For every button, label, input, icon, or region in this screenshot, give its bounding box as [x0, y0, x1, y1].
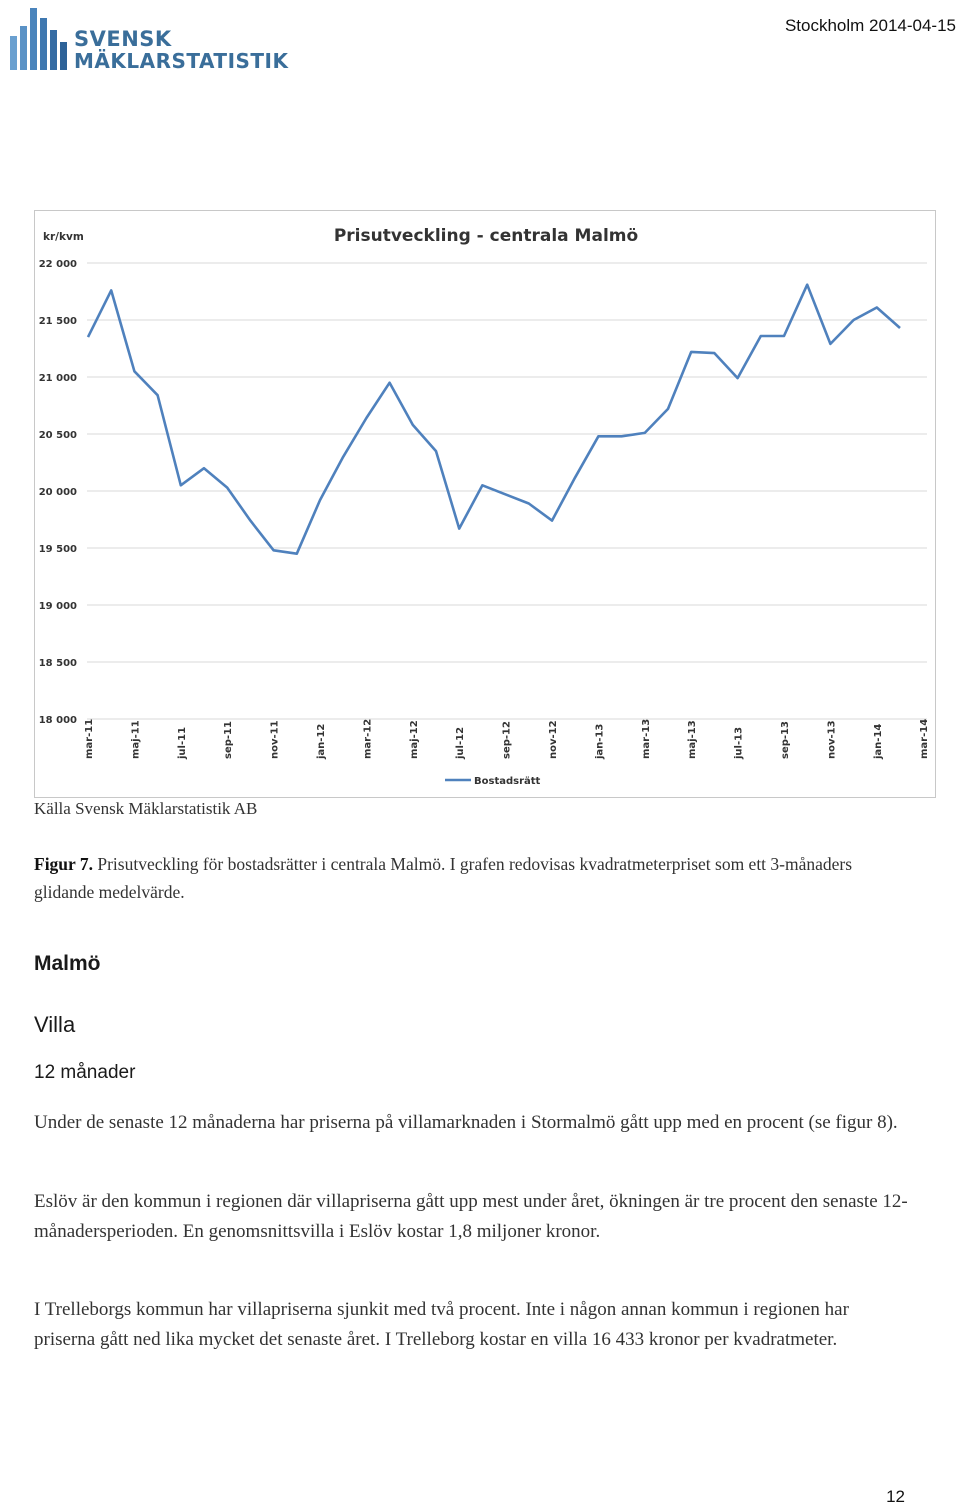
x-tick-label: mar-14 — [919, 719, 930, 759]
x-tick-label: jul-12 — [455, 727, 466, 760]
x-tick-label: mar-13 — [641, 719, 652, 759]
paragraph-1: Under de senaste 12 månaderna har priserna på villamarknaden i Stormalmö gått upp med en procent (se figur 8). — [34, 1108, 914, 1138]
logo-bars-icon — [8, 6, 70, 72]
y-tick-label: 20 000 — [39, 487, 77, 498]
y-tick-label: 19 500 — [39, 544, 77, 555]
x-tick-label: sep-11 — [223, 721, 234, 759]
x-tick-label: sep-12 — [502, 721, 513, 759]
legend-label: Bostadsrätt — [474, 776, 541, 787]
x-tick-label: jul-13 — [734, 727, 745, 760]
header-date: Stockholm 2014-04-15 — [785, 16, 956, 36]
y-tick-label: 21 500 — [39, 316, 77, 327]
y-tick-label: 18 000 — [39, 715, 77, 726]
logo-text — [74, 28, 289, 72]
x-tick-label: jan-14 — [873, 724, 884, 760]
x-tick-label: maj-11 — [130, 720, 141, 759]
page-number: 12 — [886, 1487, 905, 1507]
chart-title: Prisutveckling - centrala Malmö — [334, 226, 638, 246]
logo-line1: SVENSK — [74, 28, 289, 50]
x-tick-label: nov-11 — [270, 720, 281, 759]
x-tick-label: jan-13 — [594, 724, 605, 760]
x-tick-label: jan-12 — [316, 724, 327, 760]
y-tick-label: 22 000 — [39, 259, 77, 270]
x-tick-label: jul-11 — [177, 727, 188, 760]
figure-caption — [34, 850, 914, 906]
figure-label: Figur 7. — [34, 854, 93, 874]
x-tick-label: mar-11 — [84, 719, 95, 759]
y-tick-label: 20 500 — [39, 430, 77, 441]
x-tick-label: maj-12 — [409, 720, 420, 759]
x-tick-label: nov-13 — [826, 720, 837, 759]
paragraph-3: I Trelleborgs kommun har villapriserna sjunkit med två procent. Inte i någon annan kommun i regionen har priserna gått ned lika mycket det senaste året. I Trelleborg kostar en villa 16 433 kronor per kvadratmeter. — [34, 1295, 914, 1355]
y-tick-label: 21 000 — [39, 373, 77, 384]
price-chart-svg — [35, 211, 937, 799]
x-tick-label: maj-13 — [687, 720, 698, 759]
figure-caption-text: Prisutveckling för bostadsrätter i centrala Malmö. I grafen redovisas kvadratmeterpriset som ett 3-månaders glidande medelvärde. — [34, 854, 852, 902]
logo — [8, 6, 288, 72]
y-tick-label: 19 000 — [39, 601, 77, 612]
section-title: Malmö — [34, 952, 101, 976]
section-subtitle: Villa — [34, 1012, 75, 1038]
logo-line2: MÄKLARSTATISTIK — [74, 50, 289, 72]
series-line-bostadsratt — [88, 285, 900, 554]
chart-source: Källa Svensk Mäklarstatistik AB — [34, 799, 257, 819]
y-axis-label: kr/kvm — [43, 231, 84, 243]
section-subsubtitle: 12 månader — [34, 1062, 135, 1084]
x-tick-label: nov-12 — [548, 720, 559, 759]
x-tick-label: mar-12 — [362, 719, 373, 759]
x-tick-label: sep-13 — [780, 721, 791, 759]
y-tick-label: 18 500 — [39, 658, 77, 669]
price-chart — [34, 210, 936, 798]
paragraph-2: Eslöv är den kommun i regionen där villapriserna gått upp mest under året, ökningen är tre procent den senaste 12-månadersperioden. En genomsnittsvilla i Eslöv kostar 1,8 miljoner kronor. — [34, 1187, 914, 1247]
